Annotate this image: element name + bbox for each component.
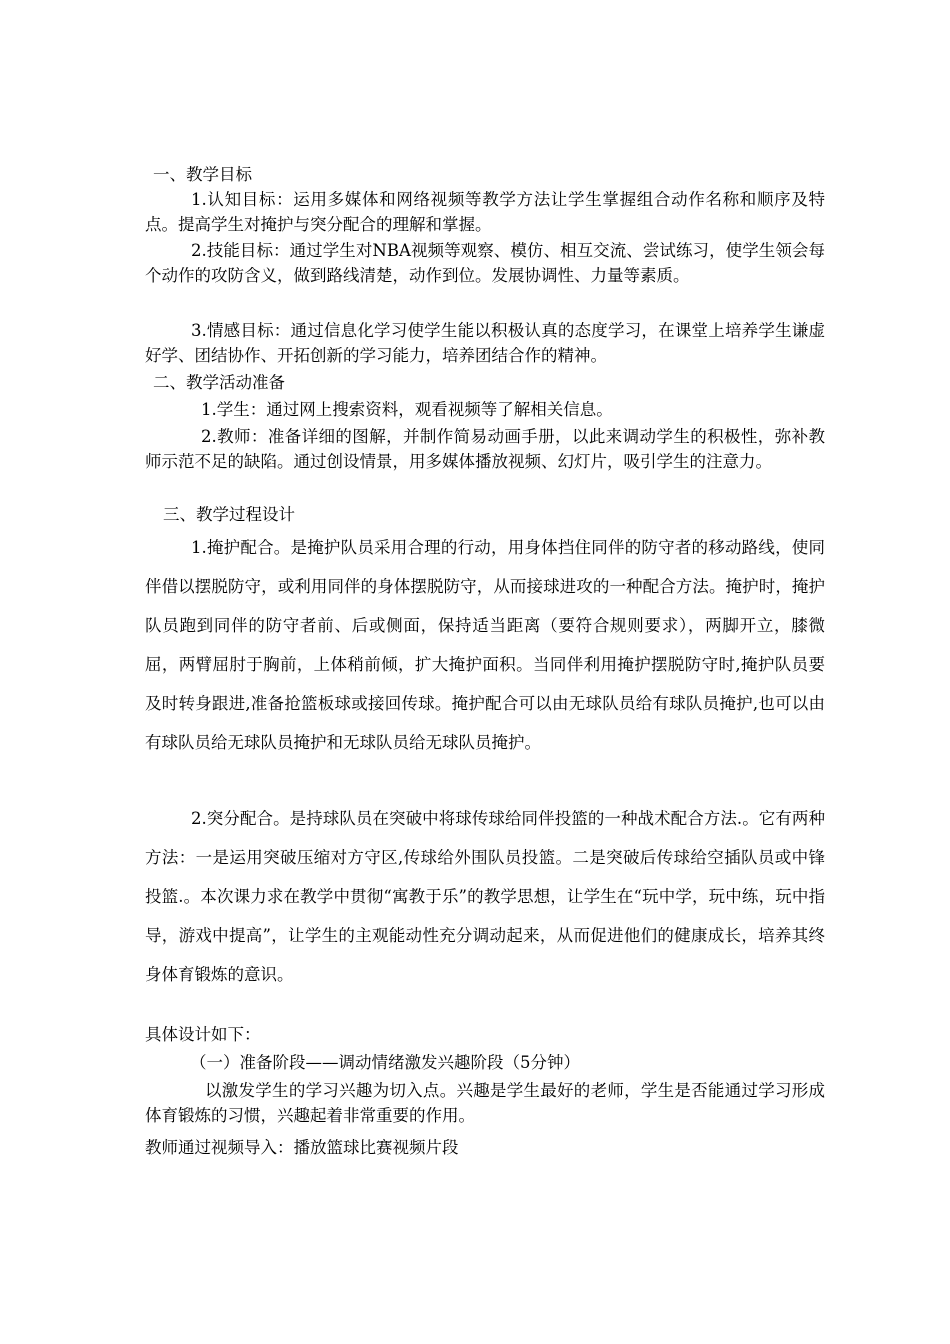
- paragraph-teacher-prep: 2.教师：准备详细的图解，并制作简易动画手册，以此来调动学生的积极性，弥补教师示范不足的缺陷。通过创设情景，用多媒体播放视频、幻灯片，吸引学生的注意力。: [145, 427, 825, 471]
- stage-heading-preparation: （一）准备阶段——调动情绪激发兴趣阶段（5分钟）: [190, 1053, 580, 1072]
- section-heading-teaching-goals: 一、教学目标: [153, 165, 252, 184]
- design-intro-line: 具体设计如下：: [145, 1025, 261, 1044]
- paragraph-emotion-goal: 3.情感目标：通过信息化学习使学生能以积极认真的态度学习，在课堂上培养学生谦虚好学、团结协作、开拓创新的学习能力，培养团结合作的精神。: [145, 321, 825, 365]
- paragraph-drive-and-dish: 2.突分配合。是持球队员在突破中将球传球给同伴投篮的一种战术配合方法.。它有两种方法：一是运用突破压缩对方守区,传球给外围队员投篮。二是突破后传球给空插队员或中锋投篮.。本次课力求在教学中贯彻“寓教于乐”的教学思想，让学生在“玩中学，玩中练，玩中指导，游戏中提高”，让学生的主观能动性充分调动起来，从而促进他们的健康成长，培养其终身体育锻炼的意识。: [145, 809, 825, 984]
- section-heading-activity-prep: 二、教学活动准备: [153, 373, 285, 392]
- paragraph-interest-stimulation: 以激发学生的学习兴趣为切入点。兴趣是学生最好的老师，学生是否能通过学习形成体育锻炼的习惯，兴趣起着非常重要的作用。: [145, 1081, 825, 1125]
- section-heading-process-design: 三、教学过程设计: [163, 505, 295, 524]
- paragraph-student-prep: 1.学生：通过网上搜索资料，观看视频等了解相关信息。: [201, 400, 613, 419]
- paragraph-video-intro: 教师通过视频导入：播放篮球比赛视频片段: [145, 1138, 459, 1157]
- paragraph-cognitive-goal: 1.认知目标：运用多媒体和网络视频等教学方法让学生掌握组合动作名称和顺序及特点。提高学生对掩护与突分配合的理解和掌握。: [145, 190, 825, 234]
- paragraph-skill-goal: 2.技能目标：通过学生对NBA视频等观察、模仿、相互交流、尝试练习，使学生领会每个动作的攻防含义，做到路线清楚，动作到位。发展协调性、力量等素质。: [145, 241, 825, 285]
- paragraph-screen-cooperation: 1.掩护配合。是掩护队员采用合理的行动，用身体挡住同伴的防守者的移动路线，使同伴借以摆脱防守，或利用同伴的身体摆脱防守，从而接球进攻的一种配合方法。掩护时，掩护队员跑到同伴的防守者前、后或侧面，保持适当距离（要符合规则要求），两脚开立，膝微屈，两臂屈肘于胸前，上体稍前倾，扩大掩护面积。当同伴利用掩护摆脱防守时,掩护队员要及时转身跟进,准备抢篮板球或接回传球。掩护配合可以由无球队员给有球队员掩护,也可以由有球队员给无球队员掩护和无球队员给无球队员掩护。: [145, 538, 825, 752]
